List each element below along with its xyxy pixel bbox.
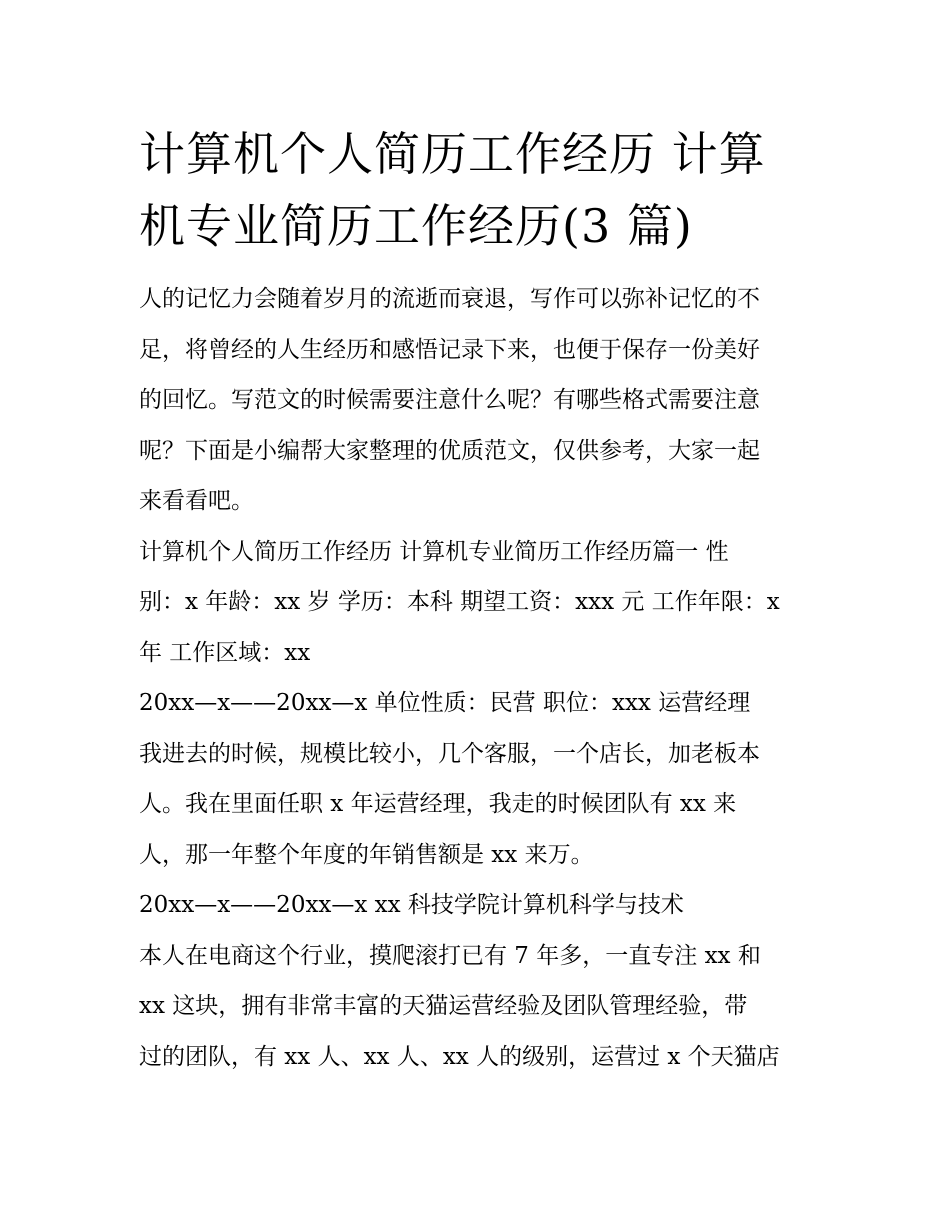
- document-page: [139, 118, 815, 1082]
- job-period-line: 20xx—x——20xx—x 单位性质：民营 职位：xxx 运营经理: [139, 690, 751, 716]
- intro-line-2: 足，将曾经的人生经历和感悟记录下来，也便于保存一份美好: [139, 336, 760, 363]
- job-description-line-1: 我进去的时候，规模比较小，几个客服，一个店长，加老板本: [139, 740, 760, 767]
- job-description-line-2: 人。我在里面任职 x 年运营经理，我走的时候团队有 xx 来: [139, 791, 737, 817]
- intro-line-4: 呢？下面是小编帮大家整理的优质范文，仅供参考，大家一起: [139, 437, 760, 464]
- title-line-2: 机专业简历工作经历(3 篇): [139, 199, 693, 253]
- title-line-1: 计算机个人简历工作经历 计算: [139, 127, 766, 181]
- intro-line-1: 人的记忆力会随着岁月的流逝而衰退，写作可以弥补记忆的不: [139, 286, 760, 312]
- profile-info-line: 别：x 年龄：xx 岁 学历：本科 期望工资：xxx 元 工作年限：x: [139, 589, 780, 615]
- job-description-line-3: 人，那一年整个年度的年销售额是 xx 来万。: [139, 841, 594, 868]
- self-evaluation-line-3: 过的团队，有 xx 人、xx 人、xx 人的级别，运营过 x 个天猫店: [139, 1043, 780, 1070]
- section-heading-line-1: 计算机个人简历工作经历 计算机专业简历工作经历篇一 性: [139, 538, 729, 565]
- intro-line-3: 的回忆。写范文的时候需要注意什么呢？有哪些格式需要注意: [139, 387, 760, 413]
- self-evaluation-line-1: 本人在电商这个行业，摸爬滚打已有 7 年多，一直专注 xx 和: [139, 942, 761, 969]
- document-body: [139, 274, 815, 1082]
- document-title: [139, 118, 815, 262]
- intro-line-5: 来看看吧。: [139, 488, 254, 514]
- self-evaluation-line-2: xx 这块，拥有非常丰富的天猫运营经验及团队管理经验，带: [139, 993, 748, 1019]
- work-area-line: 年 工作区域：xx: [139, 639, 311, 666]
- education-line: 20xx—x——20xx—x xx 科技学院计算机科学与技术: [139, 892, 684, 918]
